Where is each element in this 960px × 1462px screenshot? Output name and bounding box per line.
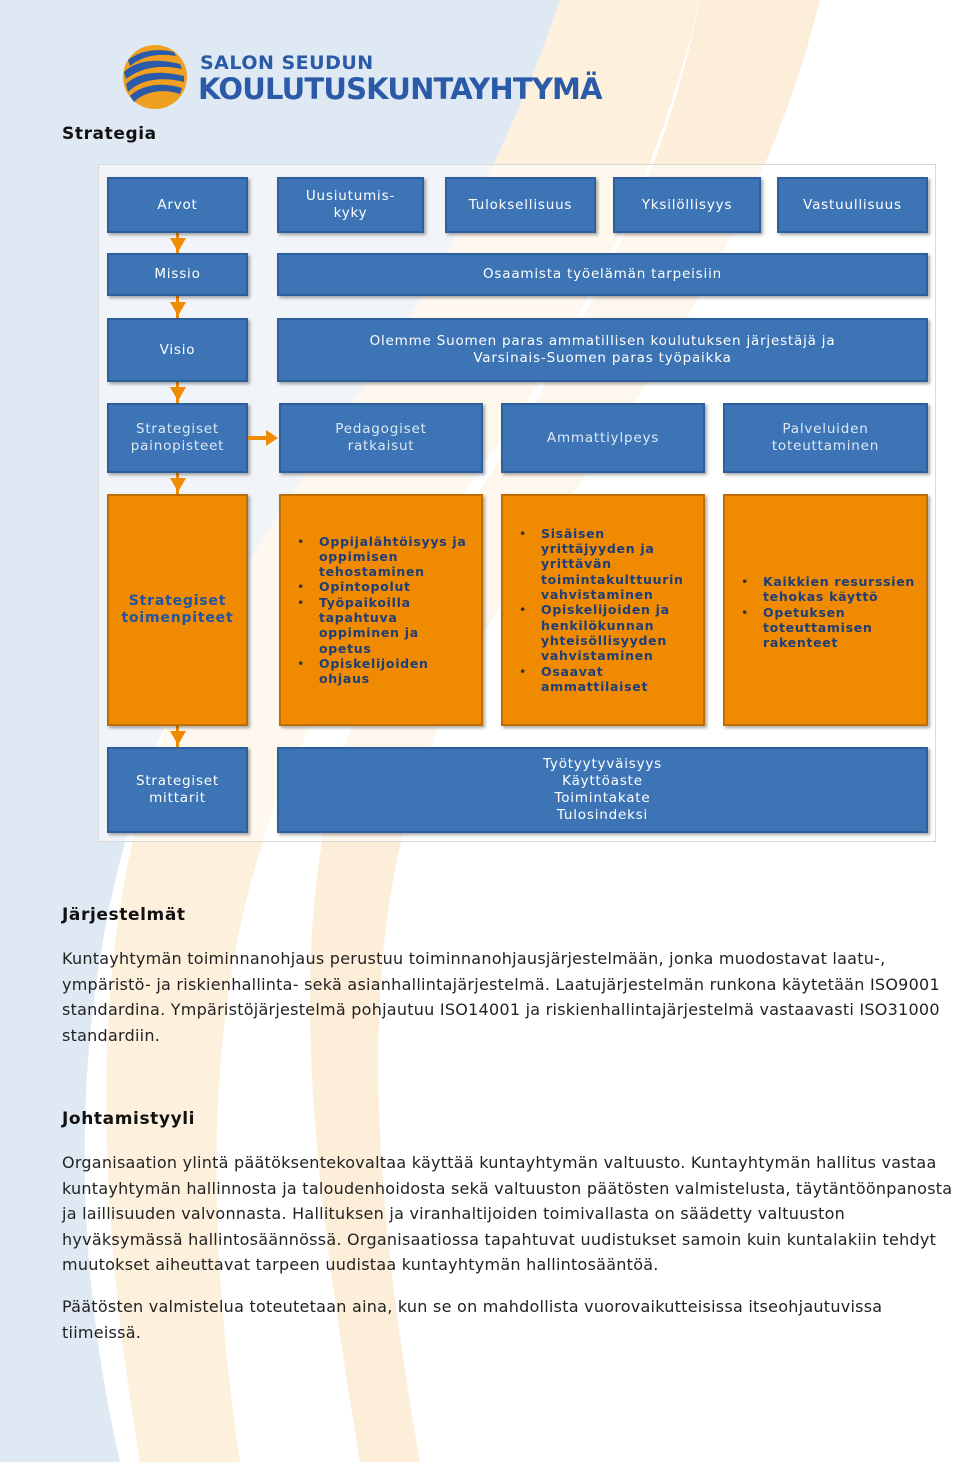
logo-line-2: KOULUTUSKUNTAYHTYMÄ <box>198 72 602 106</box>
arrow-down-icon <box>168 476 188 494</box>
value-box-2 <box>445 177 596 233</box>
vision-text: Olemme Suomen paras ammatillisen koulutuksen järjestäjä ja Varsinais-Suomen paras työpaikka <box>369 333 836 366</box>
systems-paragraph: Kuntayhtymän toiminnanohjaus perustuu toiminnanohjausjärjestelmään, jonka muodostavat laatu-, ympäristö- ja riskienhallinta- sekä asianhallintajärjestelmä. Laatujärjestelmän runkona käytetään ISO9001 standardina. Ympäristöjärjestelmä pohjautuu ISO14001 ja riskienhallintajärjestelmä vastaavasti ISO31000 standardiin. <box>62 949 940 1045</box>
leadership-paragraph-2: Päätösten valmistelua toteutetaan aina, kun se on mahdollista vuorovaikutteisissa itseohjautuvissa tiimeissä. <box>62 1297 883 1342</box>
value-4-text: Vastuullisuus <box>803 196 902 213</box>
vision-label-box <box>107 318 248 382</box>
vision-text-box <box>277 318 928 382</box>
values-label: Arvot <box>157 196 198 213</box>
priority-1-text: Pedagogiset ratkaisut <box>335 421 427 454</box>
measure-item: • Opintopolut <box>303 579 471 594</box>
arrow-right-icon <box>248 428 280 448</box>
measure-item: • Opiskelijoiden ja henkilökunnan yhteisöllisyyden vahvistaminen <box>525 602 693 663</box>
vision-label: Visio <box>159 341 196 358</box>
priority-box-1 <box>279 403 483 473</box>
arrow-down-icon <box>168 236 188 254</box>
value-box-4 <box>777 177 928 233</box>
leadership-paragraph-1: Organisaation ylintä päätöksentekovaltaa käyttää kuntayhtymän valtuusto. Kuntayhtymän hallitus vastaa kuntayhtymän hallinnosta ja taloudenhoidosta sekä valtuuston päätösten valmistelusta, täytäntöönpanosta ja laillisuuden valvonnasta. Hallituksen ja viranhaltijoiden toimivallasta on säädetty valtuuston hyväksymässä hallintosäännössä. Organisaatiossa tapahtuvat uudistukset samoin kuin kuntalakiin tehdyt muutokset aiheuttavat tarpeen uudistaa kuntayhtymän hallintosääntöä. <box>62 1153 953 1274</box>
measures-list-1 <box>281 534 481 687</box>
mission-text: Osaamista työelämän tarpeisiin <box>483 266 722 282</box>
measure-item: • Osaavat ammattilaiset <box>525 664 693 695</box>
measures-column-3 <box>723 494 928 726</box>
priorities-label: Strategiset painopisteet <box>130 421 225 454</box>
arrow-down-icon <box>168 300 188 318</box>
value-box-1 <box>277 177 424 233</box>
arrow-down-icon <box>168 385 188 403</box>
measures-label-box <box>107 494 248 726</box>
measure-item: • Opiskelijoiden ohjaus <box>303 656 471 687</box>
leadership-heading: Johtamistyyli <box>62 1109 196 1129</box>
mission-text-box <box>277 253 928 296</box>
metric-item: Käyttöaste <box>562 773 643 789</box>
value-3-text: Yksilöllisyys <box>641 196 733 213</box>
measure-item: • Sisäisen yrittäjyyden ja yrittävän toimintakulttuurin vahvistaminen <box>525 526 693 602</box>
value-box-3 <box>613 177 761 233</box>
priority-2-text: Ammattiylpeys <box>546 429 660 446</box>
priority-box-3 <box>723 403 928 473</box>
metric-item: Työtyytyväisyys <box>542 756 662 772</box>
sun-logo-icon <box>120 42 190 112</box>
strategy-heading: Strategia <box>62 124 157 144</box>
logo-line-1: SALON SEUDUN <box>200 52 374 74</box>
value-2-text: Tuloksellisuus <box>468 196 573 213</box>
metrics-label: Strategiset mittarit <box>135 773 220 806</box>
mission-label-box <box>107 253 248 296</box>
measure-item: • Oppijalähtöisyys ja oppimisen tehostaminen <box>303 534 471 580</box>
measures-list-3 <box>725 574 926 650</box>
priority-3-text: Palveluiden toteuttaminen <box>771 421 880 454</box>
measure-item: • Opetuksen toteuttamisen rakenteet <box>747 605 916 651</box>
value-1-text: Uusiutumis- kyky <box>305 188 396 221</box>
logo <box>120 40 600 115</box>
metric-item: Tulosindeksi <box>556 807 649 823</box>
measure-item: • Työpaikoilla tapahtuva oppiminen ja opetus <box>303 595 471 656</box>
arrow-down-icon <box>168 729 188 747</box>
measures-label: Strategiset toimenpiteet <box>121 593 234 626</box>
measure-item: • Kaikkien resurssien tehokas käyttö <box>747 574 916 605</box>
mission-label: Missio <box>154 266 201 282</box>
priorities-label-box <box>107 403 248 473</box>
measures-list-2 <box>503 526 703 694</box>
measures-column-2 <box>501 494 705 726</box>
measures-column-1 <box>279 494 483 726</box>
systems-heading: Järjestelmät <box>62 905 186 925</box>
priority-box-2 <box>501 403 705 473</box>
metric-item: Toimintakate <box>554 790 651 806</box>
values-label-box <box>107 177 248 233</box>
metrics-label-box <box>107 747 248 833</box>
metrics-box <box>277 747 928 833</box>
